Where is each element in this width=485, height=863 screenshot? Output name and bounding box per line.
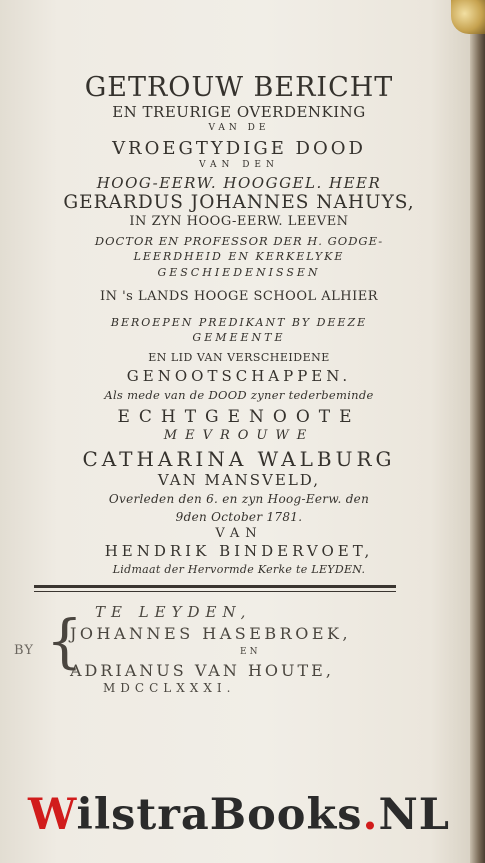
title-line-van: VAN bbox=[215, 526, 263, 541]
title-line-lidmaat: Lidmaat der Hervormde Kerke te LEYDEN. bbox=[112, 563, 366, 576]
watermark-logo bbox=[0, 790, 478, 840]
corner-tab bbox=[451, 0, 485, 34]
title-line-catharina: CATHARINA WALBURG bbox=[82, 447, 396, 471]
title-line-date: 9den October 1781. bbox=[175, 510, 303, 524]
title-line-hooge-school: IN 's LANDS HOOGE SCHOOL ALHIER bbox=[99, 289, 379, 304]
title-line-overleden: Overleden den 6. en zyn Hoog-Eerw. den bbox=[108, 492, 370, 506]
title-line-echtgenoote: ECHTGENOOTE bbox=[117, 407, 361, 427]
title-line-van-den: VAN DEN bbox=[199, 160, 279, 170]
title-line-vroegtydige: VROEGTYDIGE DOOD bbox=[112, 138, 366, 159]
title-main: GETROUW BERICHT bbox=[84, 72, 394, 103]
title-subtitle: EN TREURIGE OVERDENKING bbox=[112, 103, 366, 121]
title-line-leerdheid: LEERDHEID EN KERKELYKE bbox=[133, 250, 345, 263]
title-line-mansveld: VAN MANSVELD, bbox=[157, 471, 321, 489]
title-line-genootschappen: GENOOTSCHAPPEN. bbox=[126, 367, 352, 385]
watermark-tld: NL bbox=[378, 790, 451, 840]
double-rule-thick bbox=[34, 585, 396, 588]
imprint-year: MDCCLXXXI. bbox=[103, 681, 236, 695]
watermark-first-letter: W bbox=[27, 790, 77, 840]
title-line-leeven: IN ZYN HOOG-EERW. LEEVEN bbox=[129, 214, 349, 229]
watermark-text: ilstraBooks bbox=[76, 790, 363, 840]
title-line-van-de: VAN DE bbox=[208, 123, 270, 133]
title-line-author: HENDRIK BINDERVOET, bbox=[104, 542, 374, 560]
title-line-hoog-eerw: HOOG-EERW. HOOGGEL. HEER bbox=[96, 174, 382, 192]
imprint-by: BY bbox=[14, 643, 34, 658]
double-rule-thin bbox=[34, 591, 396, 592]
title-line-doctor: DOCTOR EN PROFESSOR DER H. GODGE- bbox=[94, 234, 384, 248]
title-line-mevrouwe: MEVROUWE bbox=[163, 428, 315, 443]
title-line-gemeente: GEMEENTE bbox=[192, 331, 286, 344]
watermark-dot: . bbox=[362, 790, 379, 840]
title-line-beroepen: BEROEPEN PREDIKANT BY DEEZE bbox=[110, 316, 368, 329]
imprint-city: TE LEYDEN, bbox=[95, 603, 252, 621]
brace-symbol: { bbox=[46, 607, 83, 675]
title-line-lid: EN LID VAN VERSCHEIDENE bbox=[148, 351, 330, 364]
title-line-als-mede: Als mede van de DOOD zyner tederbeminde bbox=[104, 388, 374, 402]
title-line-name: GERARDUS JOHANNES NAHUYS, bbox=[63, 192, 415, 213]
imprint-publisher-2: ADRIANUS VAN HOUTE, bbox=[70, 661, 334, 680]
imprint-and: EN bbox=[240, 647, 261, 657]
title-line-geschiedenissen: GESCHIEDENISSEN bbox=[157, 266, 321, 279]
book-edge bbox=[470, 0, 485, 863]
imprint-publisher-1: JOHANNES HASEBROEK, bbox=[70, 624, 352, 643]
